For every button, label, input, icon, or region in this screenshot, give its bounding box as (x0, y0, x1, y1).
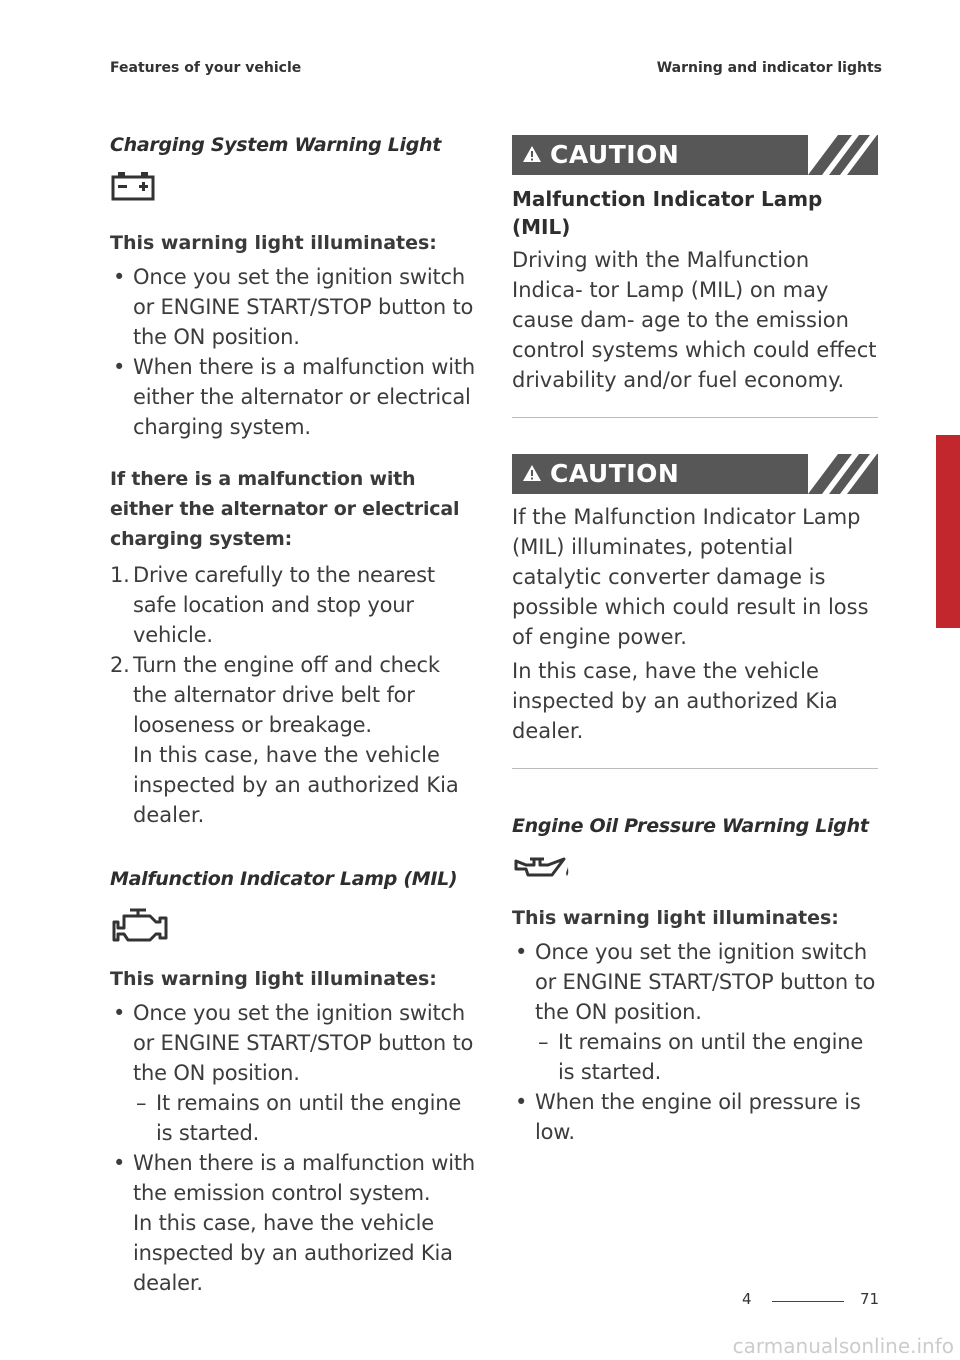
subheading: This warning light illuminates: (110, 968, 437, 990)
bullet-marker: • (515, 1090, 528, 1114)
numbered-list (110, 560, 476, 740)
list-item-text: It remains on until the engine is started. (156, 1091, 462, 1145)
caution-text: In this case, have the vehicle inspected by an authorized Kia dealer. (512, 659, 838, 743)
list-item (110, 1148, 476, 1298)
warning-triangle-icon (522, 145, 542, 167)
note-text: In this case, have the vehicle inspected by an authorized Kia dealer. (133, 1211, 453, 1295)
list-item (110, 650, 476, 740)
dash-marker: – (538, 1030, 549, 1054)
chapter-tab-number: 4 (940, 510, 955, 534)
sub-list (133, 1088, 476, 1148)
list-item-text: It remains on until the engine is started. (558, 1030, 864, 1084)
list-item (110, 998, 476, 1148)
step-number: 1. (110, 563, 130, 587)
bullet-marker: • (113, 355, 126, 379)
caution-title: Malfunction Indicator Lamp (MIL) (512, 187, 823, 239)
list-item (110, 262, 476, 352)
section-title: Charging System Warning Light (110, 134, 442, 156)
section-title: Malfunction Indicator Lamp (MIL) (110, 868, 458, 890)
bullet-marker: • (113, 265, 126, 289)
sub-list (535, 1027, 878, 1087)
subheading: This warning light illuminates: (512, 907, 839, 929)
right-column (512, 135, 878, 1147)
list-item-text: Turn the engine off and check the alternator drive belt for looseness or breakage. (133, 653, 440, 737)
list-item (512, 937, 878, 1087)
battery-icon (110, 170, 476, 210)
footer-section-number: 4 (742, 1290, 752, 1308)
divider (512, 768, 878, 769)
list-item-text: Drive carefully to the nearest safe location and stop your vehicle. (133, 563, 435, 647)
caution-text: If the Malfunction Indicator Lamp (MIL) illuminates, potential catalytic converter damage is possible which could result in loss of engine power. (512, 505, 869, 649)
caution-box-mil (512, 135, 878, 418)
bullet-marker: • (515, 940, 528, 964)
charging-system-section (110, 128, 476, 830)
oil-pressure-section (512, 809, 878, 1147)
caution-banner (512, 454, 878, 494)
caution-box-catalytic (512, 454, 878, 769)
running-header-right: Warning and indicator lights (656, 60, 882, 76)
list-item (512, 1087, 878, 1147)
list-item-text: Once you set the ignition switch or ENGINE START/STOP button to the ON position. (133, 1001, 474, 1085)
list-item-text: Once you set the ignition switch or ENGINE START/STOP button to the ON position. (133, 265, 474, 349)
page-number: 71 (860, 1290, 880, 1308)
note-text: In this case, have the vehicle inspected by an authorized Kia dealer. (133, 743, 459, 827)
section-title: Engine Oil Pressure Warning Light (512, 815, 869, 837)
subheading: If there is a malfunction with either the alternator or electrical charging system: (110, 468, 460, 550)
left-column (110, 128, 476, 1298)
stripes-decoration (808, 135, 878, 175)
list-item (133, 1088, 476, 1148)
caution-text: Driving with the Malfunction Indica- tor Lamp (MIL) on may cause dam- age to the emission control systems which could effect drivability and/or fuel economy. (512, 248, 877, 392)
list-item-text: When the engine oil pressure is low. (535, 1090, 861, 1144)
divider (512, 417, 878, 418)
bullet-list (110, 998, 476, 1298)
caution-banner (512, 135, 878, 175)
stripes-decoration (808, 454, 878, 494)
caution-label: CAUTION (550, 459, 680, 488)
list-item-text: Once you set the ignition switch or ENGINE START/STOP button to the ON position. (535, 940, 876, 1024)
list-item-text: When there is a malfunction with either the alternator or electrical charging system. (133, 355, 475, 439)
running-header-left: Features of your vehicle (110, 60, 302, 76)
oil-can-icon (512, 851, 878, 891)
bullet-list (110, 262, 476, 442)
caution-label: CAUTION (550, 140, 680, 169)
dash-marker: – (136, 1091, 147, 1115)
list-item (110, 560, 476, 650)
engine-icon (110, 906, 476, 946)
mil-section (110, 862, 476, 1298)
bullet-marker: • (113, 1151, 126, 1175)
bullet-list (512, 937, 878, 1147)
bullet-marker: • (113, 1001, 126, 1025)
subheading: This warning light illuminates: (110, 232, 437, 254)
footer-divider (772, 1301, 844, 1302)
list-item-text: When there is a malfunction with the emission control system. (133, 1151, 475, 1205)
step-number: 2. (110, 653, 130, 677)
list-item (110, 352, 476, 442)
warning-triangle-icon (522, 464, 542, 486)
watermark: carmanualsonline.info (732, 1334, 954, 1358)
list-item (535, 1027, 878, 1087)
